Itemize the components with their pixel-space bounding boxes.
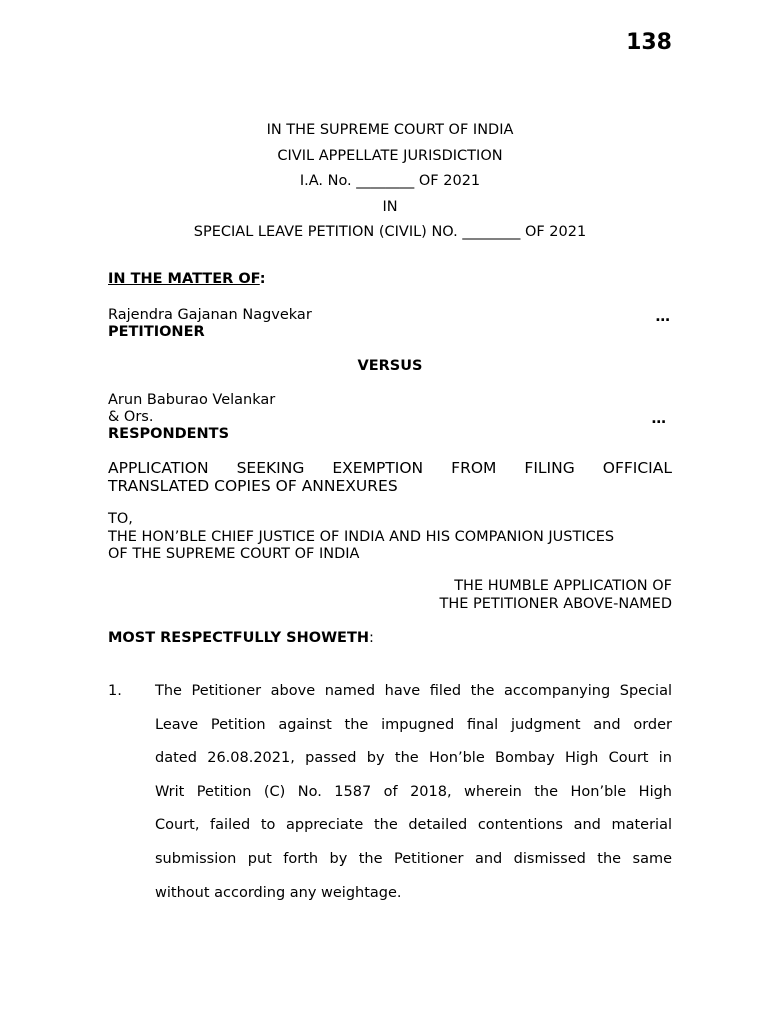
petitioner-name: Rajendra Gajanan Nagvekar (108, 307, 312, 323)
paragraph (108, 675, 672, 910)
caption-in: IN (382, 198, 398, 215)
humble-line1: THE HUMBLE APPLICATION OF (454, 578, 672, 594)
humble-application (108, 578, 672, 613)
paragraph-line: Writ Petition (C) No. 1587 of 2018, wherein the Hon’ble High (155, 783, 672, 800)
most-respectfully-showeth (108, 630, 374, 646)
jurisdiction: CIVIL APPELLATE JURISDICTION (277, 147, 503, 164)
application-title-line2: TRANSLATED COPIES OF ANNEXURES (108, 477, 398, 495)
addressee-line1: THE HON’BLE CHIEF JUSTICE OF INDIA AND HIS COMPANION JUSTICES (108, 528, 615, 545)
paragraph-line: The Petitioner above named have filed the accompanying Special (155, 683, 672, 699)
paragraph-line: Leave Petition against the impugned final judgment and order (155, 716, 672, 733)
paragraph-line: dated 26.08.2021, passed by the Hon’ble Bombay High Court in (155, 750, 672, 767)
in-the-matter-of (108, 271, 266, 287)
case-caption (108, 118, 672, 246)
paragraph-text (155, 675, 672, 910)
petitioner-block (108, 307, 672, 341)
petitioner-role: PETITIONER (108, 324, 205, 340)
addressee-to: TO, (108, 511, 133, 527)
matter-label: IN THE MATTER OF (108, 271, 260, 287)
respondents-role: RESPONDENTS (108, 426, 230, 442)
paragraph-line: submission put forth by the Petitioner and dismissed the same (155, 850, 672, 867)
application-title-line1: APPLICATION SEEKING EXEMPTION FROM FILING OFFICIAL (108, 459, 672, 477)
addressee-line2: OF THE SUPREME COURT OF INDIA (108, 546, 360, 562)
petitioner-dots: … (655, 309, 670, 325)
respondent-name: Arun Baburao Velankar (108, 392, 276, 408)
ia-number: I.A. No. ________ OF 2021 (299, 173, 481, 190)
humble-line2: THE PETITIONER ABOVE-NAMED (439, 595, 672, 612)
page-number: 138 (626, 30, 672, 55)
versus: VERSUS (357, 358, 423, 374)
slp-number: SPECIAL LEAVE PETITION (CIVIL) NO. ________ OF 2021 (193, 224, 587, 241)
paragraph-line: without according any weightage. (155, 884, 402, 901)
showeth-label: MOST RESPECTFULLY SHOWETH (108, 630, 369, 646)
respondents-block (108, 392, 672, 443)
paragraph-line: Court, failed to appreciate the detailed contentions and material (155, 817, 672, 834)
application-title (108, 459, 672, 495)
respondent-name-cont: & Ors. (108, 409, 154, 425)
paragraph-number: 1. (108, 683, 122, 699)
addressee (108, 511, 672, 564)
court-name: IN THE SUPREME COURT OF INDIA (266, 122, 514, 138)
showeth-colon: : (369, 630, 374, 646)
respondent-dots: … (651, 411, 666, 427)
matter-colon: : (259, 271, 266, 287)
